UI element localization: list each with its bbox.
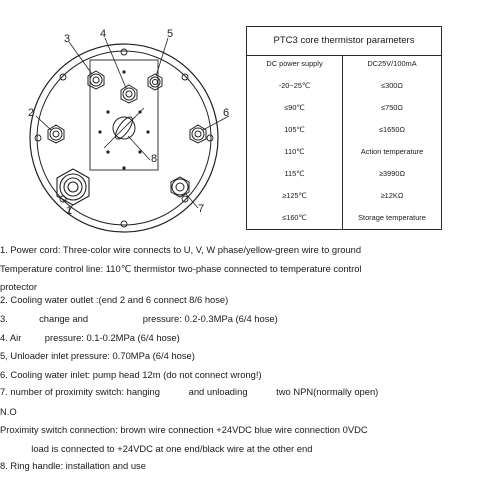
note-line: 6. Cooling water inlet: pump head 12m (do not connect wrong!) xyxy=(0,369,262,380)
note-line: 5, Unloader inlet pressure: 0.70MPa (6/4 hose) xyxy=(0,350,195,361)
table-cell-value: ≤750Ω xyxy=(381,103,403,112)
callout-1: 1 xyxy=(66,205,73,217)
thermistor-parameter-table xyxy=(246,26,442,230)
note-line: 3. change and pressure: 0.2-0.3MPa (6/4 hose) xyxy=(0,313,278,324)
table-cell-temperature: 115℃ xyxy=(284,169,305,178)
table-cell-value: Storage temperature xyxy=(358,213,426,222)
note-line: protector xyxy=(0,281,37,292)
table-cell-temperature: 110℃ xyxy=(284,147,305,156)
fitting-4 xyxy=(121,85,137,103)
note-line: 1. Power cord: Three-color wire connects to U, V, W phase/yellow-green wire to ground xyxy=(0,244,362,255)
rim-bolt-holes xyxy=(35,49,213,227)
table-cell-value: ≥3990Ω xyxy=(378,169,406,178)
table-title: PTC3 core thermistor parameters xyxy=(247,27,441,56)
table-cell-temperature: ≤90℃ xyxy=(284,103,305,112)
note-line: 8. Ring handle: installation and use xyxy=(0,460,146,471)
callout-3: 3 xyxy=(64,33,71,45)
callout-5: 5 xyxy=(167,28,174,40)
fitting-5 xyxy=(148,74,162,90)
table-cell-temperature: ≥125℃ xyxy=(282,191,307,200)
table-cell-temperature: ≤160℃ xyxy=(282,213,307,222)
note-line: 4. Air pressure: 0.1-0.2MPa (6/4 hose) xyxy=(0,332,180,343)
spindle-end-view-diagram xyxy=(0,0,240,236)
note-line: load is connected to +24VDC at one end/black wire at the other end xyxy=(0,443,313,454)
table-cell-value: ≤300Ω xyxy=(381,81,403,90)
note-line: 7. number of proximity switch: hanging and unloading two NPN(normally open) xyxy=(0,386,379,397)
callout-6: 6 xyxy=(223,107,230,119)
table-cell-value: ≤1650Ω xyxy=(378,125,406,134)
callout-4: 4 xyxy=(100,28,107,40)
table-cell-value: Action temperature xyxy=(360,147,424,156)
note-line: Temperature control line: 110℃ thermistor two-phase connected to temperature control xyxy=(0,263,362,274)
power-cord-connector xyxy=(57,169,89,205)
table-header-rating: DC25V/100mA xyxy=(367,59,417,68)
note-line: N.O xyxy=(0,406,17,417)
fitting-2 xyxy=(48,125,64,143)
fitting-6 xyxy=(190,125,206,143)
callout-7: 7 xyxy=(198,203,205,215)
callout-8: 8 xyxy=(151,153,158,165)
table-cell-temperature: -20~25℃ xyxy=(278,81,311,90)
table-header-supply: DC power supply xyxy=(266,59,323,68)
note-line: 2. Cooling water outlet :(end 2 and 6 connect 8/6 hose) xyxy=(0,294,229,305)
table-cell-temperature: 105℃ xyxy=(284,125,305,134)
table-cell-value: ≥12KΩ xyxy=(380,191,404,200)
callout-2: 2 xyxy=(28,107,35,119)
note-line: Proximity switch connection: brown wire connection +24VDC blue wire connection 0VDC xyxy=(0,424,368,435)
center-plate xyxy=(90,60,158,170)
